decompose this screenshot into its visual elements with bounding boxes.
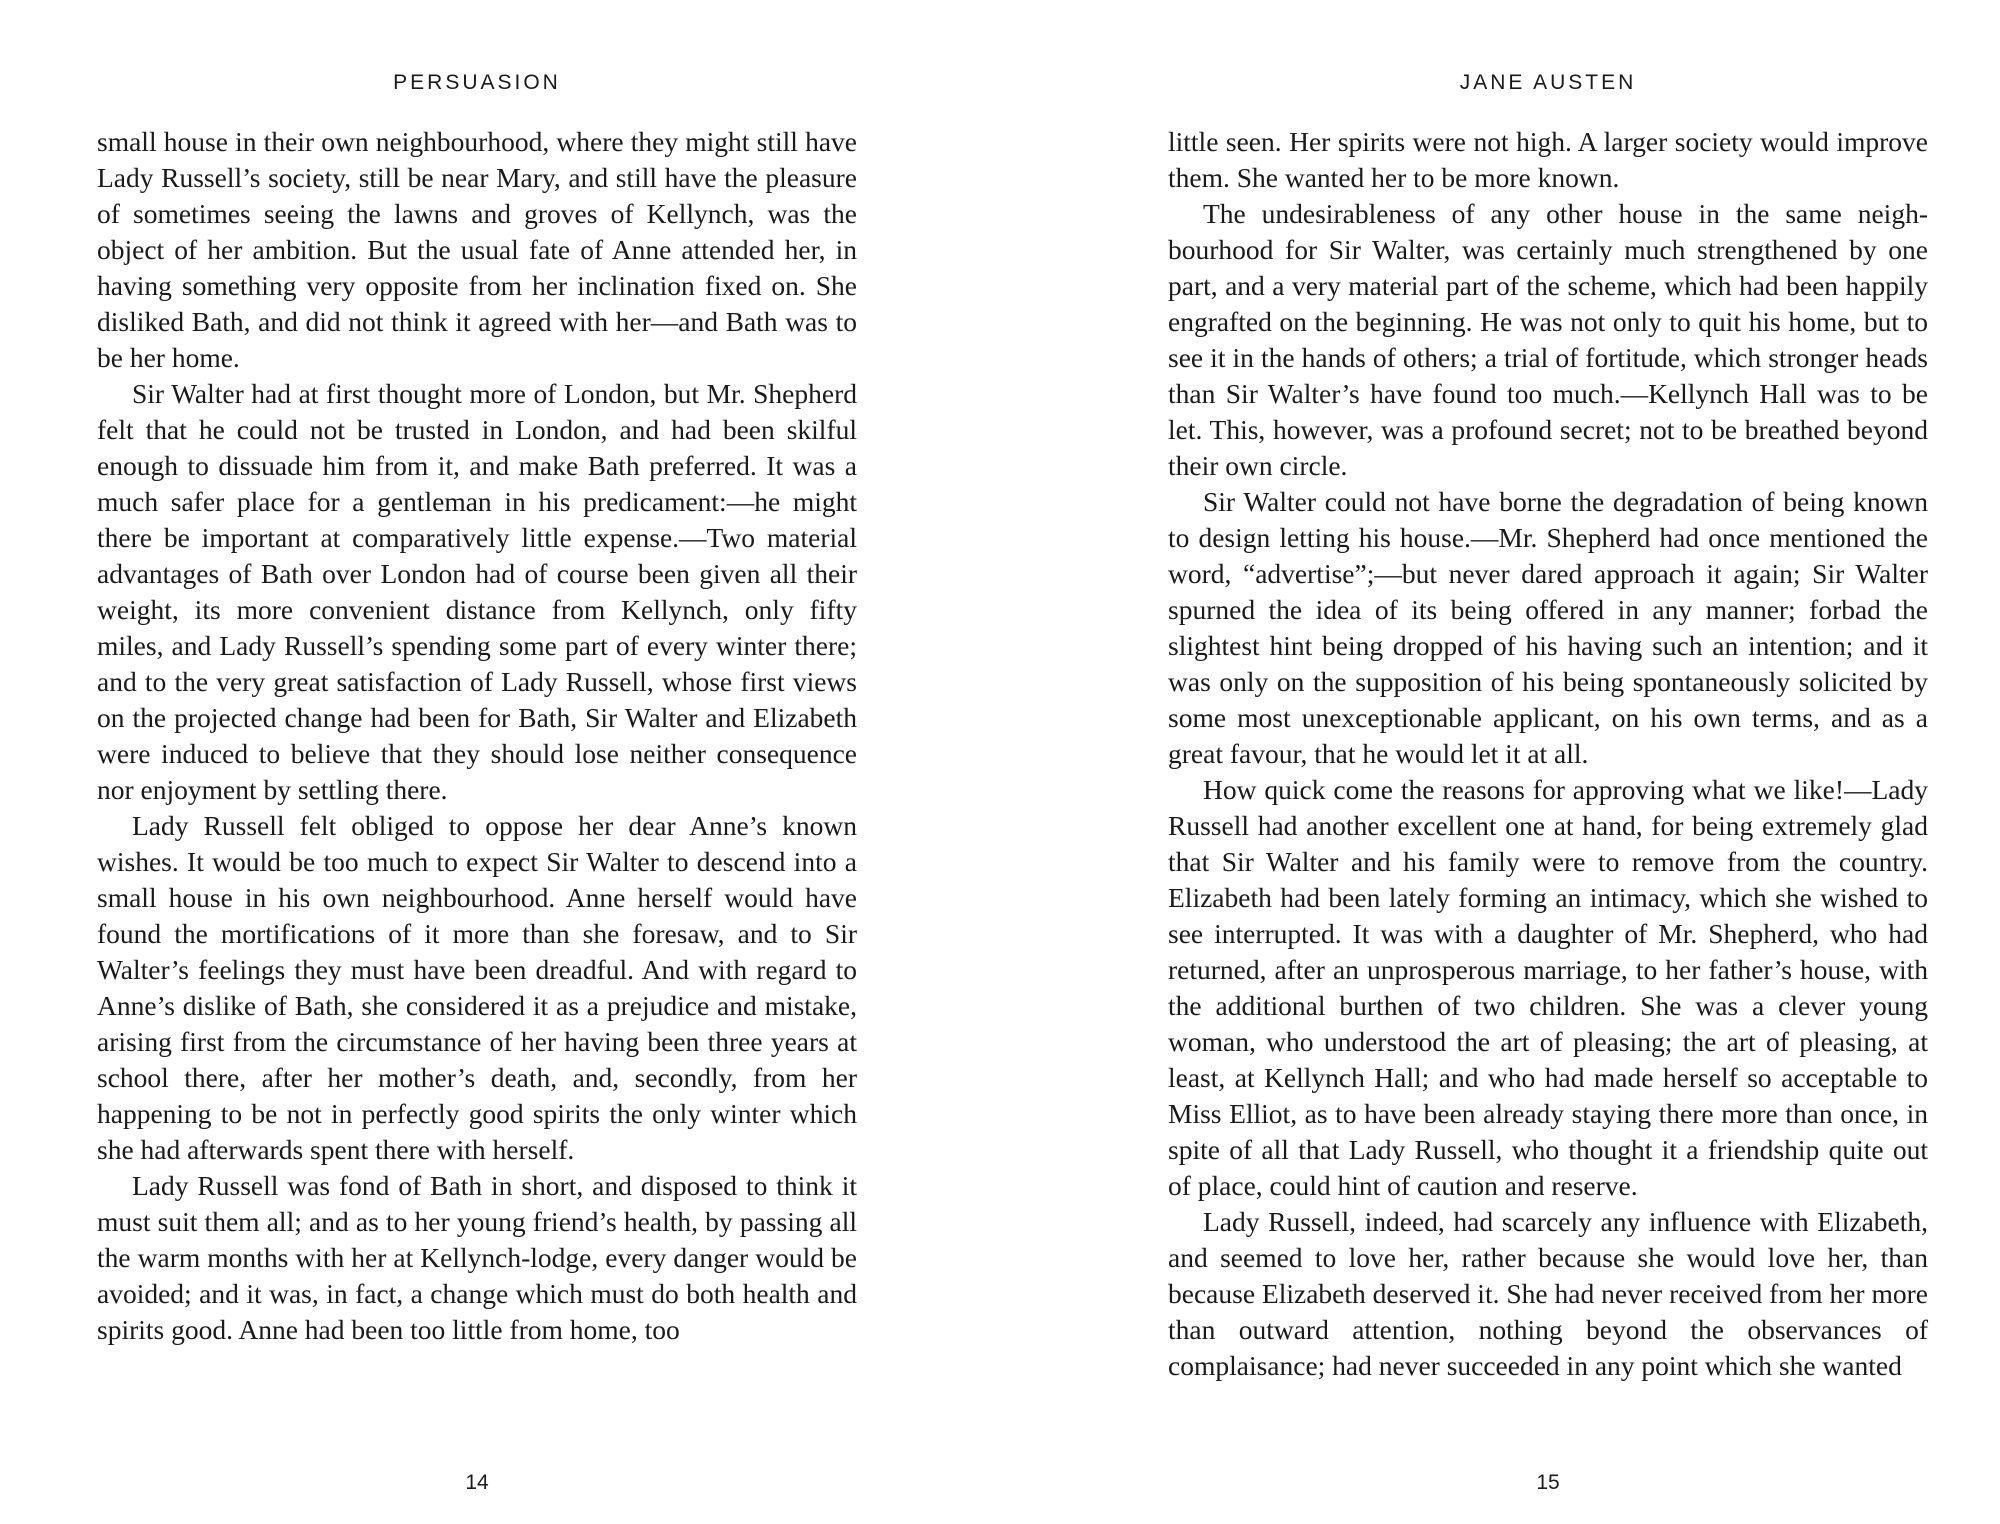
paragraph: Sir Walter could not have borne the degradation of being known to design letting his house.—Mr. Shepherd had once mentioned the word, “advertise”;—but never dared approach it again; Sir Walter spurned the idea of its being offered in any manner; forbad the slightest hint being dropped of his having such an intention; and it was only on the supposition of his being spontaneously solicited by some most unexceptionable applicant, on his own terms, and as a great favour, that he would let it at all. [1168,486,1928,769]
right-page-text [1168,124,1928,1384]
paragraph: Sir Walter had at first thought more of London, but Mr. Shepherd felt that he could not be trusted in London, and had been skilful enough to dissuade him from it, and make Bath preferred. It was a much safer place for a gentleman in his predicament:—he might there be important at comparatively little expense.—Two material advantages of Bath over London had of course been given all their weight, its more convenient distance from Kellynch, only fifty miles, and Lady Russell’s spending some part of every winter there; and to the very great satisfaction of Lady Russell, whose first views on the projected change had been for Bath, Sir Walter and Elizabeth were induced to believe that they should lose neither consequence nor enjoyment by settling there. [97,378,857,805]
left-page [97,0,857,1524]
right-page [1168,0,1928,1524]
paragraph: Lady Russell was fond of Bath in short, and disposed to think it must suit them all; and as to her young friend’s health, by passing all the warm months with her at Kellynch-lodge, every danger would be avoided; and it was, in fact, a change which must do both health and spirits good. Anne had been too little from home, too [97,1170,857,1345]
paragraph: The undesirableness of any other house in the same neighbourhood for Sir Walter, was certainly much strengthened by one part, and a very material part of the scheme, which had been happily engrafted on the beginning. He was not only to quit his home, but to see it in the hands of others; a trial of fortitude, which stronger heads than Sir Walter’s have found too much.—Kellynch Hall was to be let. This, however, was a profound secret; not to be breathed beyond their own circle. [1168,198,1928,481]
paragraph: Lady Russell felt obliged to oppose her dear Anne’s known wishes. It would be too much to expect Sir Walter to descend into a small house in his own neighbourhood. Anne herself would have found the mortifications of it more than she foresaw, and to Sir Walter’s feelings they must have been dreadful. And with regard to Anne’s dislike of Bath, she considered it as a prejudice and mistake, arising first from the circumstance of her having been three years at school there, after her mother’s death, and, secondly, from her happening to be not in perfectly good spirits the only winter which she had afterwards spent there with herself. [97,810,857,1165]
paragraph: How quick come the reasons for approving what we like!—Lady Russell had another excellent one at hand, for being extremely glad that Sir Walter and his family were to remove from the country. Elizabeth had been lately forming an intimacy, which she wished to see interrupted. It was with a daughter of Mr. Shepherd, who had returned, after an unprosperous marriage, to her father’s house, with the additional burthen of two children. She was a clever young woman, who understood the art of pleasing; the art of pleasing, at least, at Kellynch Hall; and who had made herself so acceptable to Miss Elliot, as to have been already staying there more than once, in spite of all that Lady Russell, who thought it a friendship quite out of place, could hint of caution and reserve. [1168,774,1928,1201]
page-number: 15 [1536,1471,1560,1494]
running-head-book-title: PERSUASION [393,71,561,94]
paragraph: Lady Russell, indeed, had scarcely any influence with Elizabeth, and seemed to love her, rather because she would love her, than because Elizabeth deserved it. She had never received from her more than outward attention, nothing beyond the observances of complaisance; had never succeeded in any point which she wanted [1168,1206,1928,1381]
paragraph: little seen. Her spirits were not high. A larger society would improve them. She wanted her to be more known. [1168,126,1928,193]
page-number: 14 [465,1471,489,1494]
left-page-text [97,124,857,1348]
running-head-author: JANE AUSTEN [1459,71,1637,94]
paragraph: small house in their own neighbourhood, where they might still have Lady Russell’s society, still be near Mary, and still have the pleasure of sometimes seeing the lawns and groves of Kellynch, was the object of her ambition. But the usual fate of Anne attended her, in having something very opposite from her inclination fixed on. She disliked Bath, and did not think it agreed with her—and Bath was to be her home. [97,126,857,373]
